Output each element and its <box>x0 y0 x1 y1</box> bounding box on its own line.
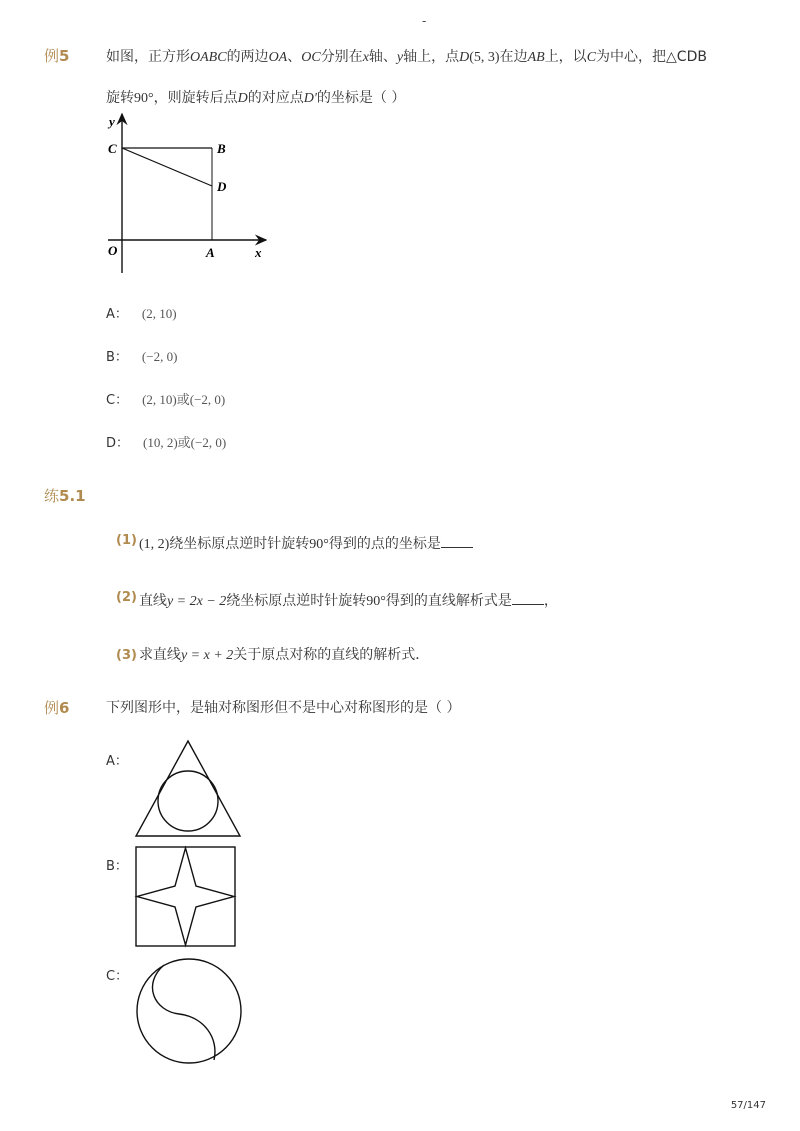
outer-circle <box>137 959 241 1063</box>
option-letter: D： <box>106 436 130 451</box>
answer-blank[interactable] <box>441 535 473 548</box>
q5-math-ab: AB <box>527 50 545 65</box>
item-text: 关于原点对称的直线的解析式． <box>233 647 430 663</box>
q5-text: 、 <box>287 49 302 65</box>
item-number: (2) <box>116 590 137 605</box>
q5-math-coord: (5, 3) <box>469 50 500 65</box>
header-dash: - <box>422 14 427 28</box>
example5-question-line1 <box>106 46 707 66</box>
example6-option-c-letter[interactable]: C： <box>106 969 129 984</box>
example5-tag-num: 5 <box>59 47 70 65</box>
example5-figure <box>100 108 280 278</box>
q5-text: 轴、 <box>368 49 397 65</box>
star-guide <box>137 848 234 945</box>
example5-option-d[interactable] <box>106 432 226 451</box>
q5-text: 的坐标是（ ） <box>316 90 406 106</box>
label-y: y <box>109 114 115 129</box>
square-shape <box>136 847 235 946</box>
q5-text: 分别在 <box>320 49 363 65</box>
q5-math-y: y <box>396 50 404 65</box>
example6-option-a-letter[interactable]: A： <box>106 754 128 769</box>
q5-math-oc: OC <box>301 50 321 65</box>
item-text: 求直线 <box>138 647 181 663</box>
triangle-shape <box>136 741 240 836</box>
example6-option-c-figure[interactable] <box>134 956 244 1066</box>
example5-option-a[interactable] <box>106 303 177 322</box>
q5-text: 如图，正方形 <box>106 49 190 65</box>
item-number: (3) <box>116 648 137 663</box>
option-value: (−2, 0) <box>141 349 178 364</box>
q5-text: 的两边 <box>226 49 269 65</box>
q5-math-oa: OA <box>268 50 288 65</box>
q5-text: 为中心，把△CDB <box>596 49 707 65</box>
item-degree: 90° <box>366 594 386 609</box>
option-letter: A： <box>106 307 128 322</box>
q5-math-d: D <box>237 91 248 106</box>
example5-tag <box>44 45 69 66</box>
item-degree: 90° <box>309 537 329 552</box>
label-d: D <box>217 179 227 194</box>
label-a: A <box>206 245 215 260</box>
q5-text: ，则旋转后点 <box>153 90 238 106</box>
q5-math-d: D <box>459 50 470 65</box>
practice51-item-1 <box>116 533 473 553</box>
s-curve <box>152 965 214 1060</box>
example6-option-a-figure[interactable] <box>134 738 244 838</box>
example6-question: 下列图形中，是轴对称图形但不是中心对称图形的是（ ） <box>106 700 461 716</box>
answer-blank[interactable] <box>512 592 544 605</box>
example5-option-b[interactable] <box>106 346 177 365</box>
label-b: B <box>217 141 226 156</box>
option-value: (10, 2)或(−2, 0) <box>143 435 227 450</box>
q5-text: 上，以 <box>544 49 587 65</box>
example6-tag-num: 6 <box>59 699 70 717</box>
segment-cd <box>122 148 212 186</box>
practice51-item-2 <box>116 590 558 610</box>
practice51-item-3 <box>116 644 429 664</box>
example5-option-c[interactable] <box>106 389 225 408</box>
inscribed-circle <box>158 771 218 831</box>
q5-text: 的对应点 <box>247 90 304 106</box>
item-math: y = 2x − 2 <box>166 594 227 609</box>
item-text: 绕坐标原点逆时针旋转 <box>226 593 367 609</box>
practice51-tag-prefix: 练 <box>44 487 60 505</box>
q5-text: 轴上，点 <box>403 49 460 65</box>
option-letter: C： <box>106 393 129 408</box>
item-text: 绕坐标原点逆时针旋转 <box>169 536 310 552</box>
item-text: ， <box>543 593 558 609</box>
example6-tag <box>44 697 69 718</box>
item-number: (1) <box>116 533 137 548</box>
item-text: 得到的直线解析式是 <box>385 593 512 609</box>
label-o: O <box>108 243 118 258</box>
q5-math-x: x <box>362 50 369 65</box>
option-value: (2, 10) <box>141 306 177 321</box>
item-text: 得到的点的坐标是 <box>328 536 441 552</box>
four-point-star <box>137 848 234 945</box>
item-math: y = x + 2 <box>180 648 234 663</box>
example5-tag-prefix: 例 <box>44 47 60 65</box>
example6-option-b-figure[interactable] <box>134 845 238 949</box>
page-number: 57/147 <box>730 1100 766 1111</box>
q5-text: 旋转 <box>106 90 134 106</box>
q5-math-dprime: D′ <box>303 91 317 106</box>
item-math: (1, 2) <box>138 537 170 552</box>
q5-math-deg: 90° <box>134 91 154 106</box>
example6-option-b-letter[interactable]: B： <box>106 859 128 874</box>
item-text: 直线 <box>138 593 167 609</box>
example5-question-line2 <box>106 87 405 107</box>
practice51-tag-num: 5.1 <box>59 487 86 505</box>
label-c: C <box>108 141 117 156</box>
label-x: x <box>255 245 262 260</box>
option-letter: B： <box>106 350 128 365</box>
q5-math-c: C <box>586 50 597 65</box>
example6-tag-prefix: 例 <box>44 699 60 717</box>
practice51-tag <box>44 485 86 506</box>
q5-math-oabc: OABC <box>190 50 227 65</box>
q5-text: 在边 <box>499 49 528 65</box>
option-value: (2, 10)或(−2, 0) <box>142 392 226 407</box>
